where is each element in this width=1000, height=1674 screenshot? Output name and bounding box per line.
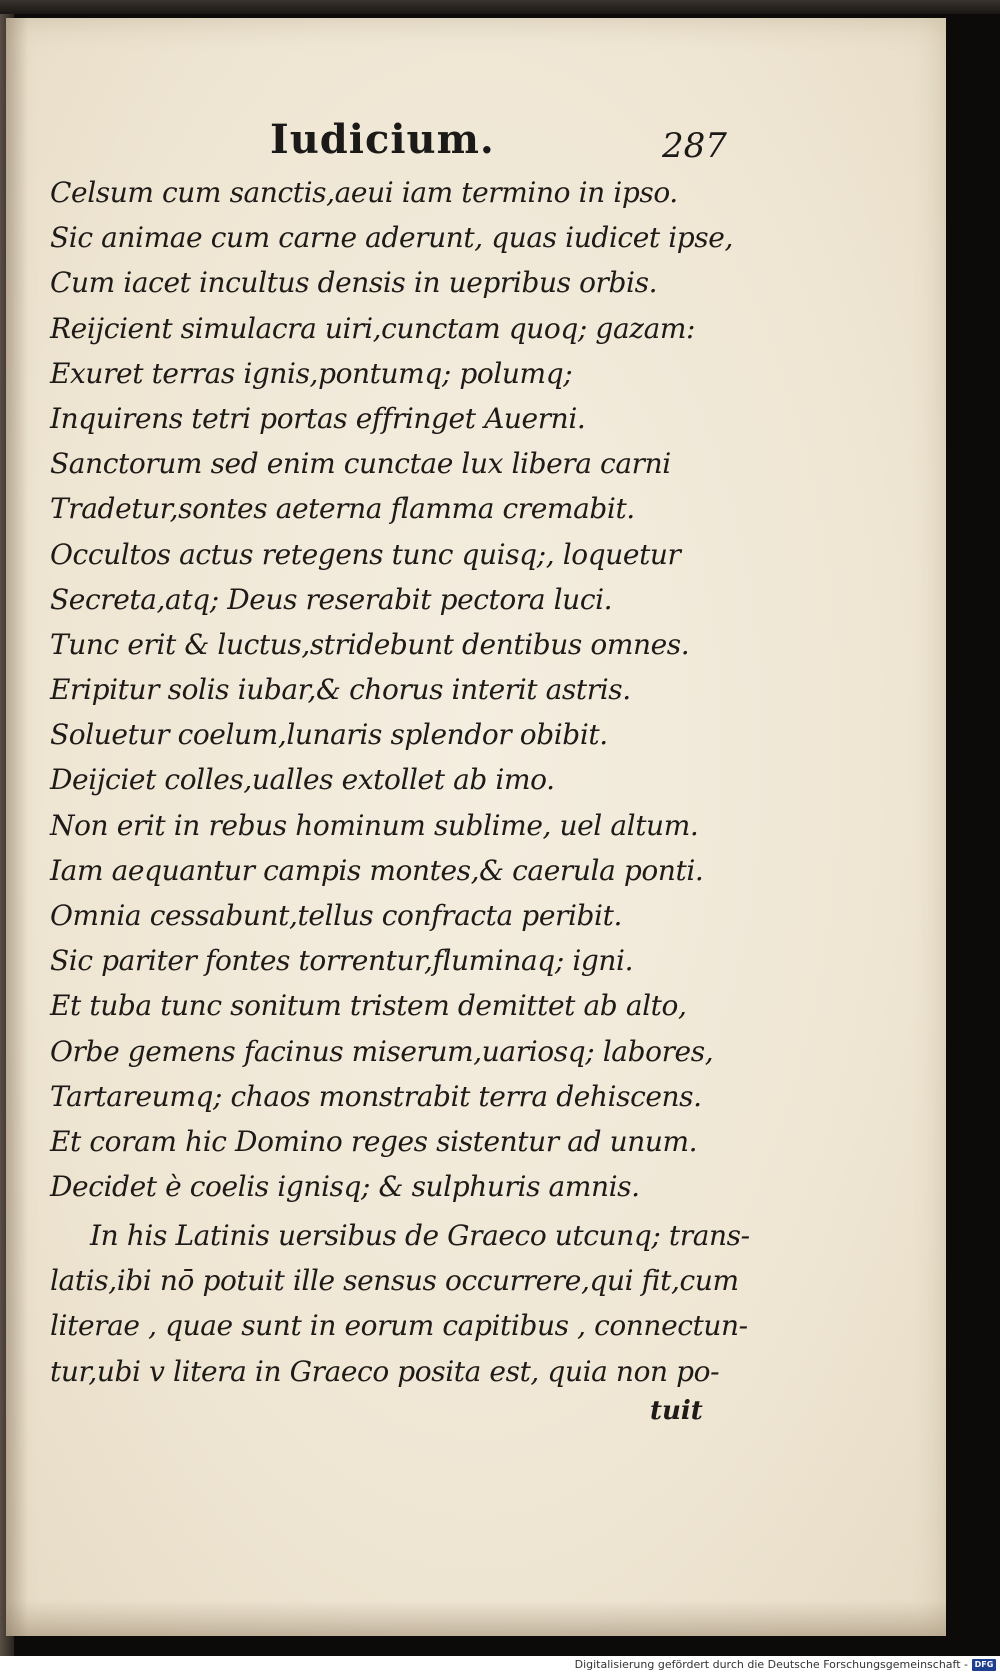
verse-line: Soluetur coelum,lunaris splendor obibit. (50, 718, 608, 752)
verse-line: Eripitur solis iubar,& chorus interit astris. (50, 673, 631, 707)
prose-paragraph (50, 1213, 750, 1394)
dfg-logo: DFG (972, 1659, 996, 1671)
digitization-credit: Digitalisierung gefördert durch die Deutsche Forschungsgemeinschaft - (574, 1658, 968, 1671)
verse-line: Inquirens tetri portas effringet Auerni. (50, 401, 586, 435)
verse-line: Secreta,atq; Deus reserabit pectora luci. (50, 582, 613, 616)
gutter-shadow (6, 18, 28, 1636)
verse-line: Exuret terras ignis,pontumq; polumq; (50, 356, 573, 390)
verse-line: Sic pariter fontes torrentur,fluminaq; igni. (50, 944, 634, 978)
verse-line: Sanctorum sed enim cunctae lux libera carni (50, 447, 671, 481)
verse-line: Reijcient simulacra uiri,cunctam quoq; gazam: (50, 311, 696, 345)
verse-line: Orbe gemens facinus miserum,uariosq; labores, (50, 1034, 714, 1068)
catchword: tuit (650, 1396, 703, 1426)
verse-block (50, 170, 733, 1209)
verse-line: Sic animae cum carne aderunt, quas iudicet ipse, (50, 221, 733, 255)
running-head: Iudicium. (270, 116, 495, 163)
prose-line: In his Latinis uersibus de Graeco utcunq; trans- (90, 1219, 750, 1252)
verse-line: Cum iacet incultus densis in uepribus orbis. (50, 266, 658, 300)
verse-line: Omnia cessabunt,tellus confracta peribit. (50, 899, 622, 932)
verse-line: Decidet è coelis ignisq; & sulphuris amnis. (50, 1170, 640, 1204)
verse-line: Tunc erit & luctus,stridebunt dentibus omnes. (50, 627, 690, 661)
prose-line: latis,ibi nō potuit ille sensus occurrere,qui fit,cum (50, 1264, 739, 1298)
verse-line: Deijciet colles,ualles extollet ab imo. (50, 763, 555, 797)
verse-line: Iam aequantur campis montes,& caerula ponti. (50, 853, 704, 887)
verse-line: Tradetur,sontes aeterna flamma cremabit. (50, 492, 635, 526)
prose-line: tur,ubi v litera in Graeco posita est, quia non po- (50, 1354, 720, 1388)
verse-line: Non erit in rebus hominum sublime, uel altum. (50, 808, 699, 842)
verse-line: Et tuba tunc sonitum tristem demittet ab alto, (50, 989, 687, 1023)
book-edge-top (0, 0, 1000, 14)
prose-line: literae , quae sunt in eorum capitibus , connectun- (50, 1309, 748, 1343)
verse-line: Tartareumq; chaos monstrabit terra dehiscens. (50, 1079, 702, 1113)
verse-line: Et coram hic Domino reges sistentur ad unum. (50, 1124, 698, 1158)
page-bottom-shade (6, 1600, 946, 1636)
verse-line: Celsum cum sanctis,aeui iam termino in ipso. (50, 176, 678, 209)
verse-line: Occultos actus retegens tunc quisq;, loquetur (50, 537, 681, 571)
page-number: 287 (662, 126, 727, 166)
